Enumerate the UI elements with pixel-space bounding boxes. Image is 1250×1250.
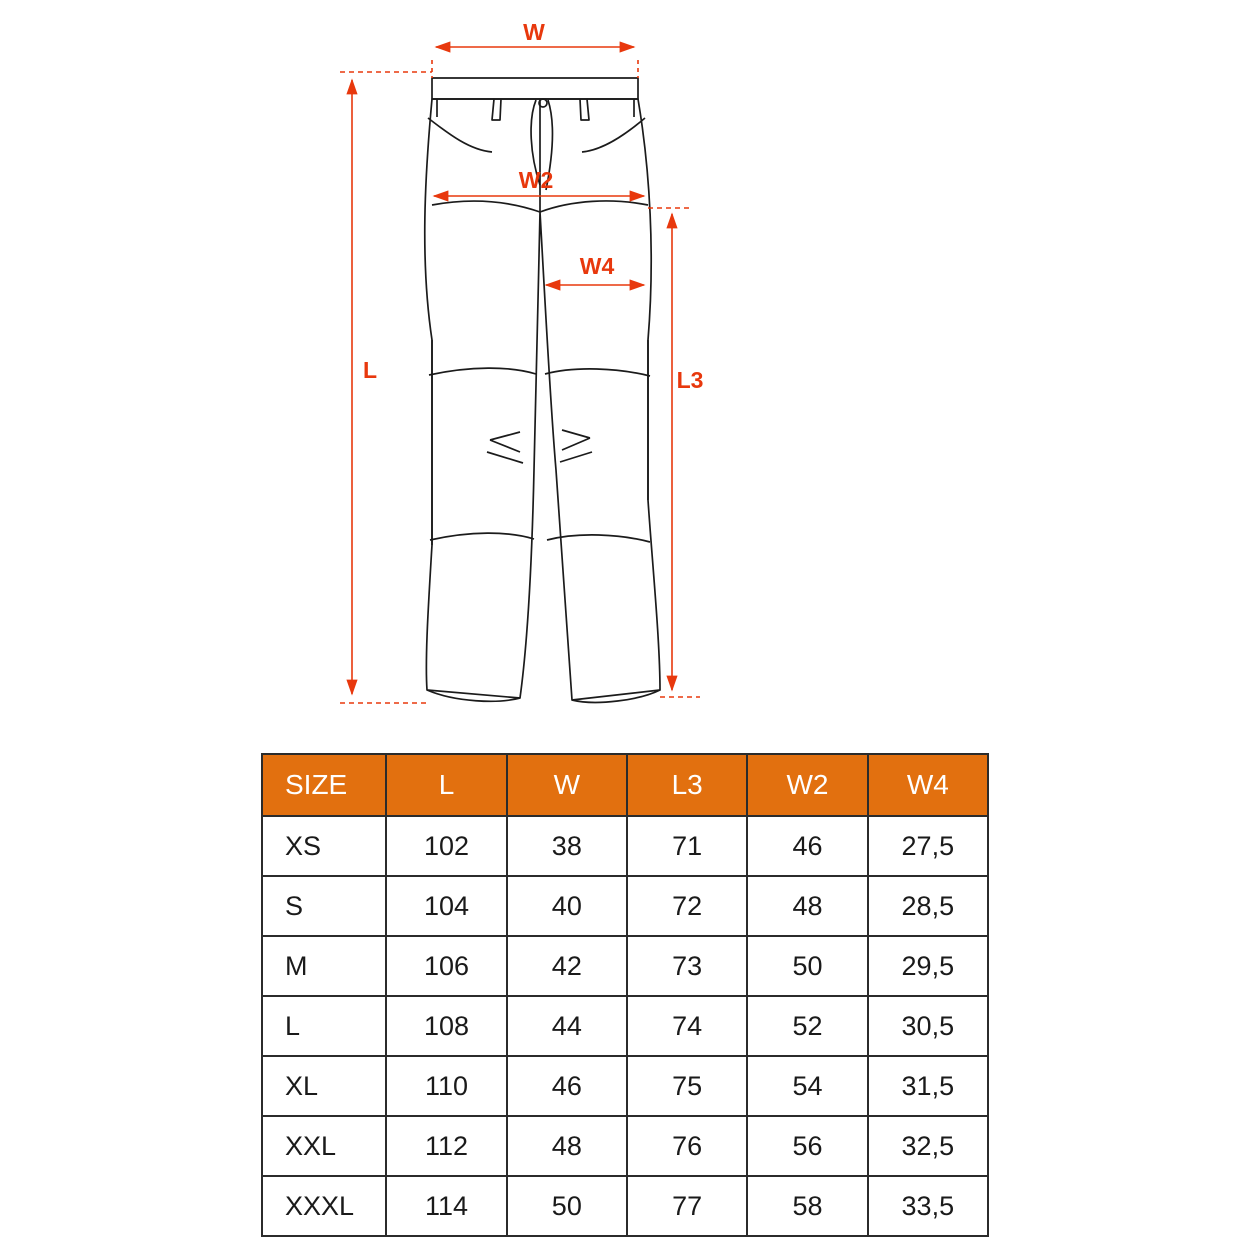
cell-w: 50 (507, 1176, 627, 1236)
cell-w: 46 (507, 1056, 627, 1116)
cell-size: L (262, 996, 386, 1056)
cell-w4: 28,5 (868, 876, 988, 936)
cell-w2: 48 (747, 876, 867, 936)
cell-w4: 32,5 (868, 1116, 988, 1176)
cell-l3: 72 (627, 876, 747, 936)
size-table-header (262, 754, 988, 816)
column-header-w4: W4 (868, 754, 988, 816)
column-header-l3: L3 (627, 754, 747, 816)
cell-l: 104 (386, 876, 506, 936)
table-row (262, 936, 988, 996)
cell-w2: 54 (747, 1056, 867, 1116)
dimension-label-W2: W2 (518, 167, 554, 193)
table-row (262, 1176, 988, 1236)
size-table (261, 753, 989, 1237)
table-header-row (262, 754, 988, 816)
column-header-w: W (507, 754, 627, 816)
cell-size: S (262, 876, 386, 936)
size-table-body (262, 816, 988, 1236)
cell-l3: 76 (627, 1116, 747, 1176)
cell-w2: 52 (747, 996, 867, 1056)
cell-l: 110 (386, 1056, 506, 1116)
dimension-label-W: W (523, 19, 545, 45)
cell-size: XL (262, 1056, 386, 1116)
dimension-label-W4: W4 (579, 253, 615, 279)
table-row (262, 996, 988, 1056)
table-row (262, 1116, 988, 1176)
cell-size: XXXL (262, 1176, 386, 1236)
cell-w: 38 (507, 816, 627, 876)
cell-size: M (262, 936, 386, 996)
cell-l: 102 (386, 816, 506, 876)
cell-w: 42 (507, 936, 627, 996)
column-header-l: L (386, 754, 506, 816)
cell-l3: 71 (627, 816, 747, 876)
cell-w2: 50 (747, 936, 867, 996)
cell-w4: 30,5 (868, 996, 988, 1056)
cell-size: XXL (262, 1116, 386, 1176)
column-header-size: SIZE (262, 754, 386, 816)
cell-l: 112 (386, 1116, 506, 1176)
cell-l: 114 (386, 1176, 506, 1236)
cell-l3: 75 (627, 1056, 747, 1116)
table-row (262, 816, 988, 876)
cell-w4: 27,5 (868, 816, 988, 876)
column-header-w2: W2 (747, 754, 867, 816)
cell-w2: 46 (747, 816, 867, 876)
cell-w4: 33,5 (868, 1176, 988, 1236)
cell-l3: 73 (627, 936, 747, 996)
cell-l: 108 (386, 996, 506, 1056)
cell-l3: 77 (627, 1176, 747, 1236)
cell-size: XS (262, 816, 386, 876)
cell-w: 40 (507, 876, 627, 936)
table-row (262, 876, 988, 936)
table-row (262, 1056, 988, 1116)
cell-l: 106 (386, 936, 506, 996)
cell-w4: 29,5 (868, 936, 988, 996)
dimension-label-L: L (362, 357, 378, 383)
cell-w: 44 (507, 996, 627, 1056)
cell-w: 48 (507, 1116, 627, 1176)
cell-w2: 56 (747, 1116, 867, 1176)
cell-w4: 31,5 (868, 1056, 988, 1116)
dimension-label-L3: L3 (676, 367, 704, 393)
cell-l3: 74 (627, 996, 747, 1056)
cell-w2: 58 (747, 1176, 867, 1236)
